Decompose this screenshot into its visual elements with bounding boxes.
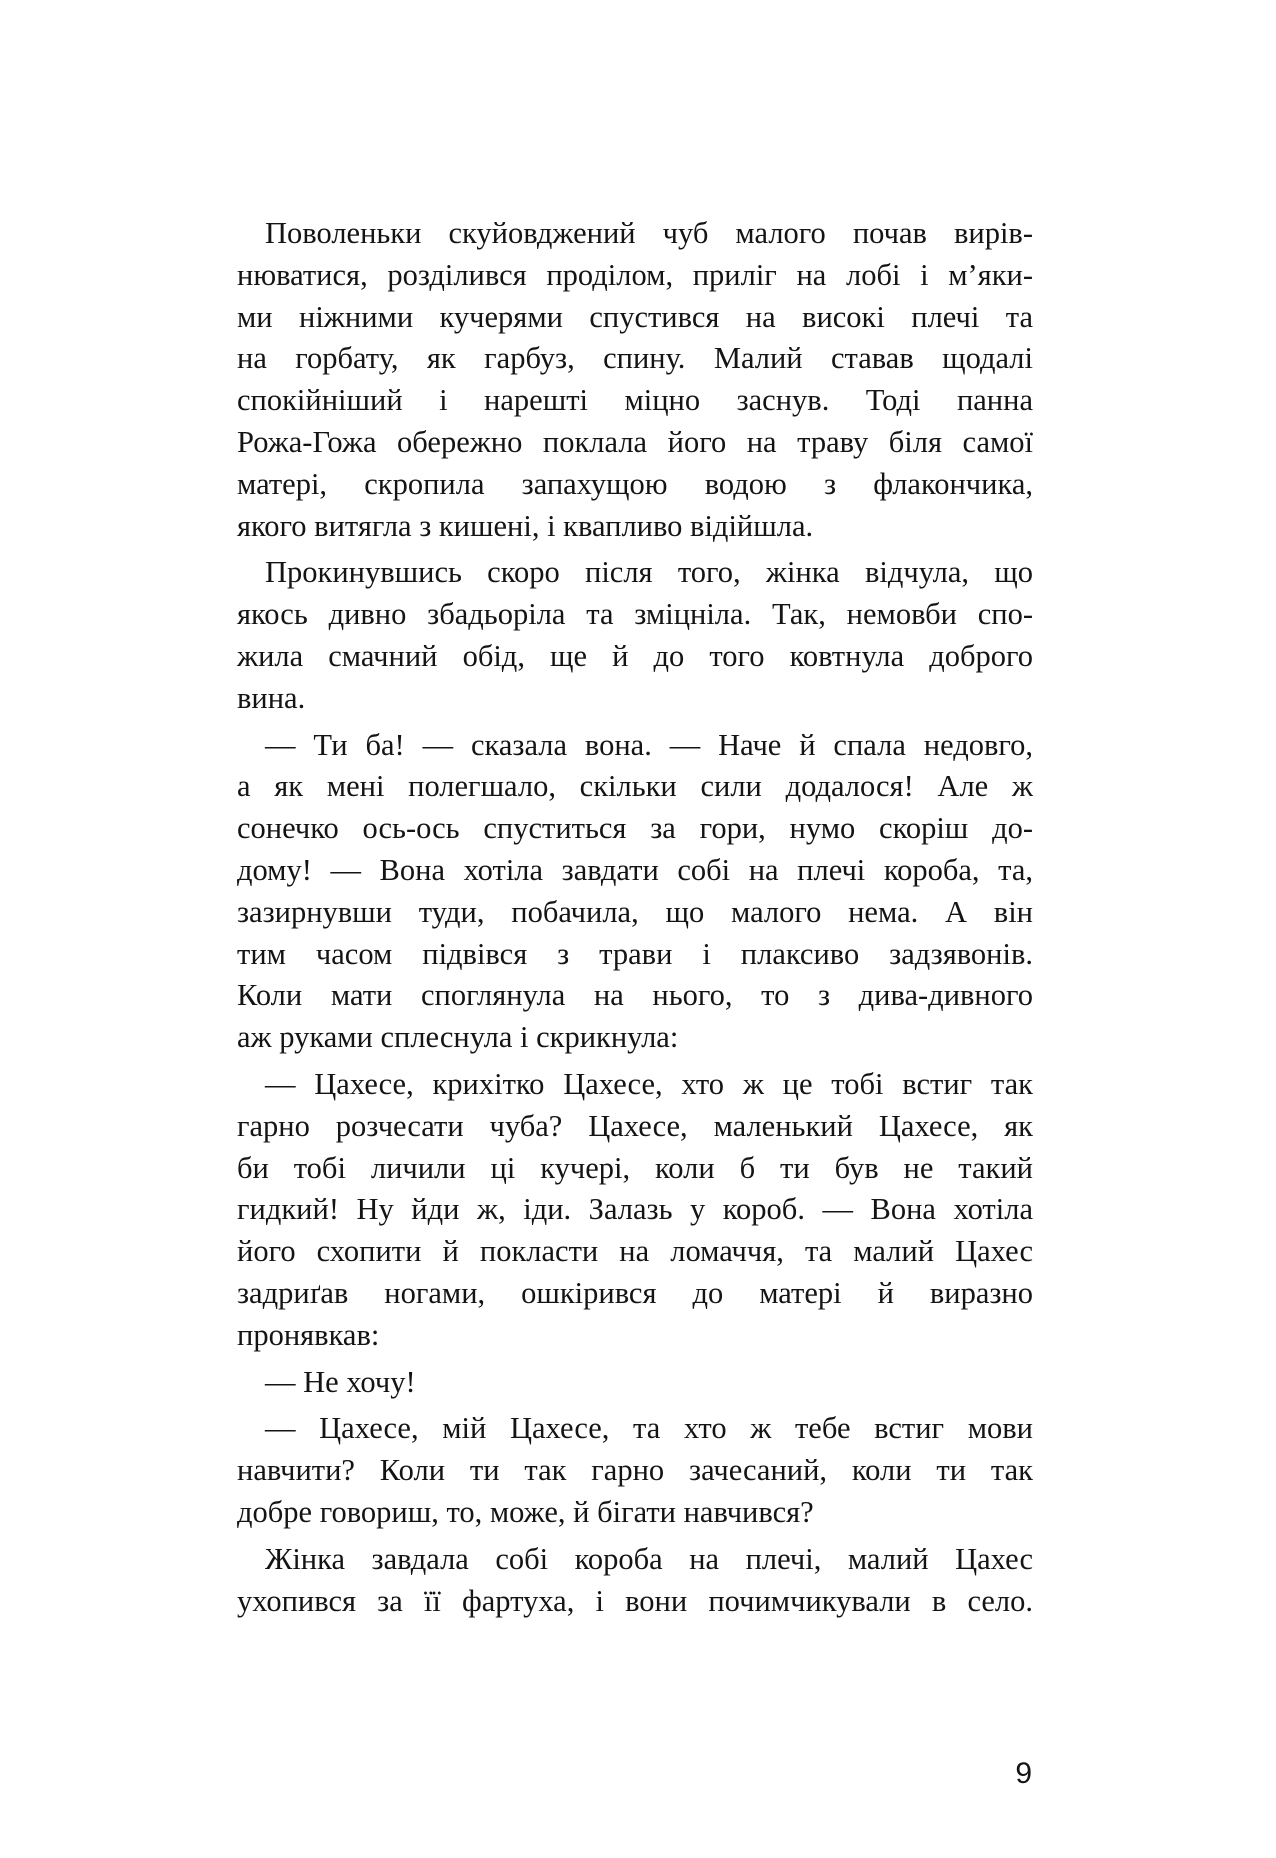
text-line: — Цахесе, мій Цахесе, та хто ж тебе встиг мови <box>265 1411 1033 1446</box>
text-line: гидкий! Ну йди ж, іди. Залазь у короб. — Вона хотіла <box>237 1192 1033 1227</box>
text-line: зазирнувши туди, побачила, що малого нема. А він <box>237 894 1033 929</box>
text-line: — Не хочу! <box>265 1364 416 1399</box>
body-text <box>237 213 1033 1622</box>
text-line: його схопити й покласти на ломаччя, та малий Цахес <box>237 1234 1033 1269</box>
paragraph <box>237 1539 1033 1623</box>
text-line: сонечко ось-ось спуститься за гори, нумо скоріш до- <box>237 811 1033 846</box>
text-line: — Цахесе, крихітко Цахесе, хто ж це тобі встиг так <box>265 1066 1033 1101</box>
paragraph <box>237 552 1033 719</box>
paragraph <box>237 1408 1033 1533</box>
text-line: пронявкав: <box>237 1317 380 1352</box>
text-line: вина. <box>237 680 306 715</box>
text-line: добре говориш, то, може, й бігати навчився? <box>237 1494 814 1529</box>
text-line: — Ти ба! — сказала вона. — Наче й спала недовго, <box>265 727 1033 762</box>
text-line: спокійніший і нарешті міцно заснув. Тоді панна <box>237 383 1033 418</box>
text-line: навчити? Коли ти так гарно зачесаний, коли ти так <box>237 1453 1033 1488</box>
text-line: дому! — Вона хотіла завдати собі на плечі короба, та, <box>237 852 1033 887</box>
text-line: задриґав ногами, ошкірився до матері й виразно <box>237 1275 1033 1310</box>
text-line: Жінка завдала собі короба на плечі, малий Цахес <box>265 1541 1033 1576</box>
text-line: матері, скропила запахущою водою з флакончика, <box>237 466 1033 501</box>
text-line: Рожа-Гожа обережно поклала його на траву біля самої <box>237 424 1033 459</box>
text-line: а як мені полегшало, скільки сили додалося! Але ж <box>237 769 1033 804</box>
text-line: би тобі личили ці кучері, коли б ти був не такий <box>237 1150 1033 1185</box>
paragraph <box>237 1362 1033 1404</box>
page-number: 9 <box>1015 1757 1032 1790</box>
text-line: якось дивно збадьоріла та зміцніла. Так, немовби спо- <box>237 597 1033 632</box>
text-line: якого витягла з кишені, і квапливо відійшла. <box>237 508 814 543</box>
paragraph <box>237 1064 1033 1357</box>
text-line: тим часом підвівся з трави і плаксиво задзявонів. <box>237 936 1033 971</box>
text-line: Коли мати споглянула на нього, то з дива-дивного <box>237 978 1033 1013</box>
paragraph <box>237 725 1033 1059</box>
paragraph <box>237 213 1033 547</box>
text-line: жила смачний обід, ще й до того ковтнула доброго <box>237 638 1033 673</box>
text-line: гарно розчесати чуба? Цахесе, маленький Цахесе, як <box>237 1108 1033 1143</box>
text-line: ми ніжними кучерями спустився на високі плечі та <box>237 299 1033 334</box>
text-line: нюватися, розділився проділом, приліг на лобі і м’яки- <box>237 257 1033 292</box>
text-line: аж руками сплеснула і скрикнула: <box>237 1020 679 1055</box>
text-line: на горбату, як гарбуз, спину. Малий ставав щодалі <box>237 341 1033 376</box>
text-line: Поволеньки скуйовджений чуб малого почав вирів- <box>265 216 1033 250</box>
text-line: ухопився за її фартуха, і вони почимчикували в село. <box>237 1583 1033 1618</box>
text-line: Прокинувшись скоро після того, жінка відчула, що <box>265 555 1033 590</box>
